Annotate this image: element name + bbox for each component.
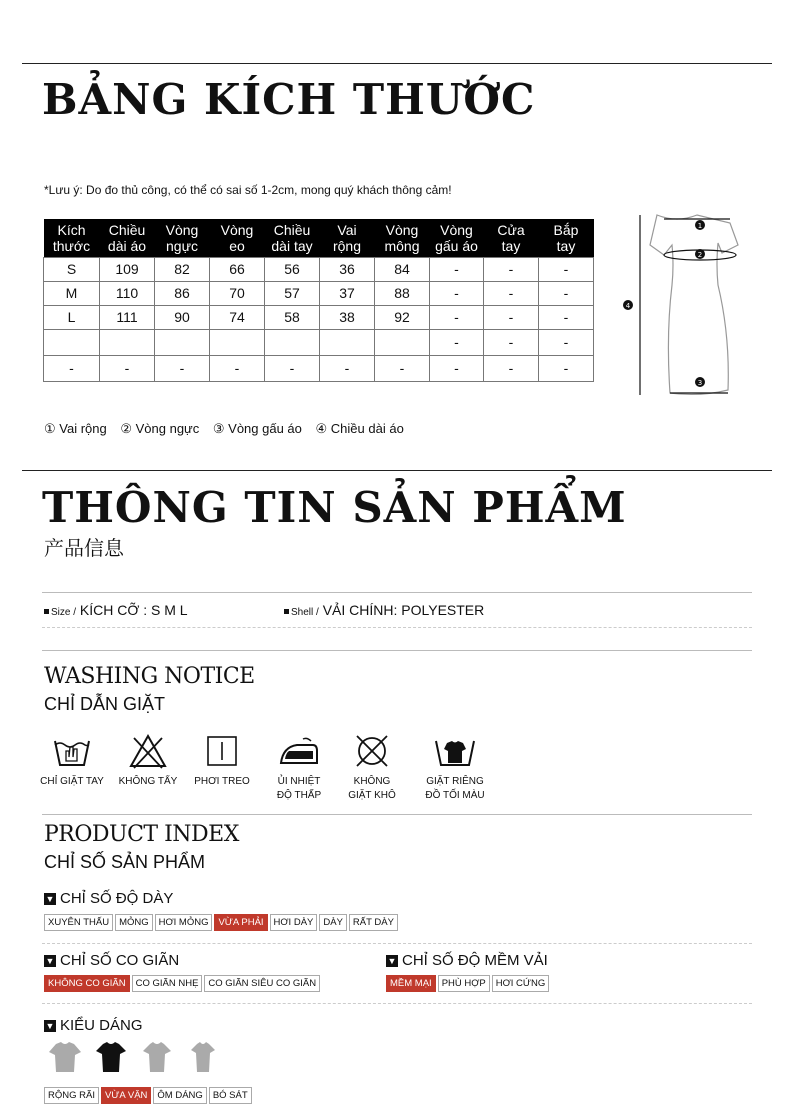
stretch-options (44, 975, 322, 992)
thickness-option: HƠI MỎNG (155, 914, 213, 931)
table-cell: 111 (100, 305, 155, 329)
column-header (155, 219, 210, 257)
header-line: Chiều (273, 221, 311, 238)
header-line: Vai (337, 221, 357, 238)
header-line: Vòng (440, 221, 473, 238)
table-cell: 38 (320, 305, 375, 329)
column-header (539, 219, 594, 257)
top-divider (22, 63, 772, 64)
table-cell: 88 (375, 281, 430, 305)
table-row (44, 355, 594, 381)
table-cell: 66 (210, 257, 265, 281)
fit-option: VỪA VẶN (101, 1087, 151, 1104)
header-line: tay (501, 237, 521, 254)
softness-option: HƠI CỨNG (492, 975, 550, 992)
column-header (320, 219, 375, 257)
no-bleach-icon (128, 733, 168, 769)
softness-option: PHÙ HỢP (438, 975, 490, 992)
header-line: Kích (57, 221, 86, 238)
thickness-label: CHỈ SỐ ĐỘ DÀY (60, 890, 174, 907)
header-line: rộng (332, 237, 362, 254)
tight-shirt-icon (186, 1040, 220, 1074)
table-cell: 86 (155, 281, 210, 305)
table-cell: - (539, 305, 594, 329)
regular-shirt-icon (94, 1040, 128, 1074)
fit-heading (44, 1017, 143, 1034)
wash-label: GIẶT KHÔ (348, 790, 396, 801)
table-cell: - (430, 257, 484, 281)
thickness-option: XUYÊN THẤU (44, 914, 113, 931)
stretch-option: CO GIÃN NHẸ (132, 975, 203, 992)
legend-item: ④ Chiều dài áo (315, 421, 404, 436)
softness-heading (386, 952, 548, 969)
header-line: gấu áo (435, 237, 478, 254)
header-line: dài tay (271, 237, 313, 254)
table-cell: - (430, 329, 484, 355)
table-cell: - (430, 355, 484, 381)
table-cell: S (44, 257, 100, 281)
table-cell: L (44, 305, 100, 329)
low-iron-icon (277, 733, 321, 769)
table-cell: 90 (155, 305, 210, 329)
product-index-subtitle: CHỈ SỐ SẢN PHẨM (44, 852, 206, 872)
table-cell (100, 329, 155, 355)
product-info-subtitle: 产品信息 (44, 536, 124, 560)
table-cell: 109 (100, 257, 155, 281)
slim-shirt-icon (140, 1040, 174, 1074)
table-cell: - (430, 281, 484, 305)
table-cell: 92 (375, 305, 430, 329)
header-line: thước (52, 237, 91, 254)
table-cell: - (484, 281, 539, 305)
table-cell: - (539, 281, 594, 305)
fit-options (44, 1087, 254, 1104)
header-line: Vòng (385, 221, 419, 238)
table-cell: 70 (210, 281, 265, 305)
loose-shirt-icon (48, 1040, 82, 1074)
thickness-heading (44, 890, 173, 907)
table-cell: 84 (375, 257, 430, 281)
divider (42, 814, 752, 815)
column-header (484, 219, 539, 257)
wash-label: ĐỘ THẤP (276, 790, 322, 801)
wash-label: KHÔNG (353, 776, 391, 787)
fit-shirts (48, 1040, 220, 1074)
legend-item: ② Vòng ngực (120, 421, 200, 436)
measurement-note: *Lưu ý: Do đo thủ công, có thể có sai số 1-2cm, mong quý khách thông cảm! (44, 183, 452, 197)
thickness-option: DÀY (319, 914, 347, 931)
size-table (43, 219, 594, 382)
softness-options (386, 975, 551, 992)
no-dry-clean-icon (352, 733, 392, 769)
table-cell: 37 (320, 281, 375, 305)
table-body (44, 257, 594, 381)
washing-notice-title: WASHING NOTICE (44, 664, 255, 689)
fit-option: BÓ SÁT (209, 1087, 252, 1104)
measurement-legend (44, 421, 414, 437)
header-line: Vòng (220, 221, 254, 238)
header-line: eo (229, 237, 245, 254)
wash-dark-separately-icon (433, 733, 477, 769)
table-cell (375, 329, 430, 355)
size-spec-value: KÍCH CỠ : S M L (79, 602, 188, 618)
flag-icon: ▼ (387, 956, 397, 967)
table-cell: - (539, 355, 594, 381)
table-row (44, 257, 594, 281)
table-cell: 74 (210, 305, 265, 329)
table-cell: - (44, 355, 100, 381)
softness-option: MỀM MẠI (386, 975, 436, 992)
table-cell: - (484, 257, 539, 281)
divider (42, 1003, 752, 1004)
column-header (44, 219, 100, 257)
wash-label: PHƠI TREO (194, 776, 250, 787)
thickness-option: VỪA PHẢI (214, 914, 267, 931)
header-line: Vòng (165, 221, 199, 238)
size-spec (44, 602, 188, 618)
table-cell: - (484, 329, 539, 355)
header-line: dài áo (107, 237, 147, 254)
table-cell: - (100, 355, 155, 381)
legend-item: ③ Vòng gấu áo (212, 421, 302, 436)
size-spec-label: Size / (51, 607, 77, 618)
wash-label: ỦI NHIỆT (277, 776, 321, 787)
legend-item: ① Vai rộng (44, 421, 107, 436)
hand-wash-icon (52, 733, 92, 769)
stretch-option: KHÔNG CO GIÃN (44, 975, 130, 992)
wash-label: GIẶT RIÊNG (426, 776, 484, 787)
thickness-option: HƠI DÀY (270, 914, 318, 931)
header-line: ngực (166, 237, 198, 254)
softness-label: CHỈ SỐ ĐỘ MỀM VẢI (402, 952, 548, 969)
flag-icon: ▼ (45, 1021, 55, 1032)
table-cell: 82 (155, 257, 210, 281)
stretch-label: CHỈ SỐ CO GIÃN (60, 952, 180, 969)
flag-icon: ▼ (45, 894, 55, 905)
diagram-mark-2: 2 (697, 251, 703, 259)
product-info-title: THÔNG TIN SẢN PHẨM (42, 483, 627, 532)
section-divider (22, 470, 772, 471)
diagram-mark-4: 4 (625, 302, 631, 310)
table-row (44, 329, 594, 355)
dress-outline (650, 215, 738, 394)
table-cell (210, 329, 265, 355)
table-cell: 110 (100, 281, 155, 305)
table-cell: 36 (320, 257, 375, 281)
table-cell: 58 (265, 305, 320, 329)
table-cell (44, 329, 100, 355)
header-line: mông (384, 237, 420, 254)
header-line: tay (556, 237, 576, 254)
dress-measurement-diagram (612, 205, 742, 405)
column-header (430, 219, 484, 257)
diagram-mark-1: 1 (697, 222, 703, 230)
fit-option: RỘNG RÃI (44, 1087, 99, 1104)
flag-icon: ▼ (45, 956, 55, 967)
divider (42, 592, 752, 593)
table-header-row (44, 219, 594, 257)
table-cell: - (320, 355, 375, 381)
fabric-spec-value: VẢI CHÍNH: POLYESTER (322, 602, 485, 618)
table-cell: M (44, 281, 100, 305)
table-cell: - (539, 329, 594, 355)
table-cell: - (484, 305, 539, 329)
table-cell: - (539, 257, 594, 281)
divider (42, 943, 752, 944)
header-line: Chiều (108, 221, 146, 238)
wash-item (327, 733, 417, 803)
table-cell (265, 329, 320, 355)
table-row (44, 305, 594, 329)
stretch-option: CO GIÃN SIÊU CO GIÃN (204, 975, 320, 992)
table-cell: - (375, 355, 430, 381)
column-header (100, 219, 155, 257)
header-line: Bắp (553, 221, 579, 238)
product-index-title: PRODUCT INDEX (44, 822, 239, 847)
wash-label: CHỈ GIẶT TAY (40, 776, 104, 787)
stretch-heading (44, 952, 179, 969)
column-header (210, 219, 265, 257)
table-cell (155, 329, 210, 355)
wash-label: ĐỒ TỐI MÀU (425, 790, 485, 801)
header-line: Cửa (497, 221, 525, 238)
table-cell: - (210, 355, 265, 381)
column-header (375, 219, 430, 257)
wash-item (410, 733, 500, 803)
fit-label: KIỂU DÁNG (60, 1017, 143, 1034)
diagram-mark-3: 3 (697, 379, 703, 387)
table-cell: 56 (265, 257, 320, 281)
fit-option: ÔM DÁNG (153, 1087, 206, 1104)
fabric-spec (284, 602, 484, 618)
wash-label: KHÔNG TẨY (118, 776, 178, 787)
table-row (44, 281, 594, 305)
washing-notice-subtitle: CHỈ DẪN GIẶT (44, 694, 166, 714)
table-cell: 57 (265, 281, 320, 305)
thickness-options (44, 914, 400, 931)
size-chart-title: BẢNG KÍCH THƯỚC (42, 75, 536, 124)
fabric-spec-label: Shell / (291, 607, 319, 618)
column-header (265, 219, 320, 257)
thickness-option: MỎNG (115, 914, 153, 931)
divider (42, 650, 752, 651)
table-cell: - (484, 355, 539, 381)
table-cell (320, 329, 375, 355)
table-cell: - (265, 355, 320, 381)
thickness-option: RẤT DÀY (349, 914, 398, 931)
hang-dry-icon (202, 733, 242, 769)
table-cell: - (155, 355, 210, 381)
divider (42, 627, 752, 628)
table-cell: - (430, 305, 484, 329)
